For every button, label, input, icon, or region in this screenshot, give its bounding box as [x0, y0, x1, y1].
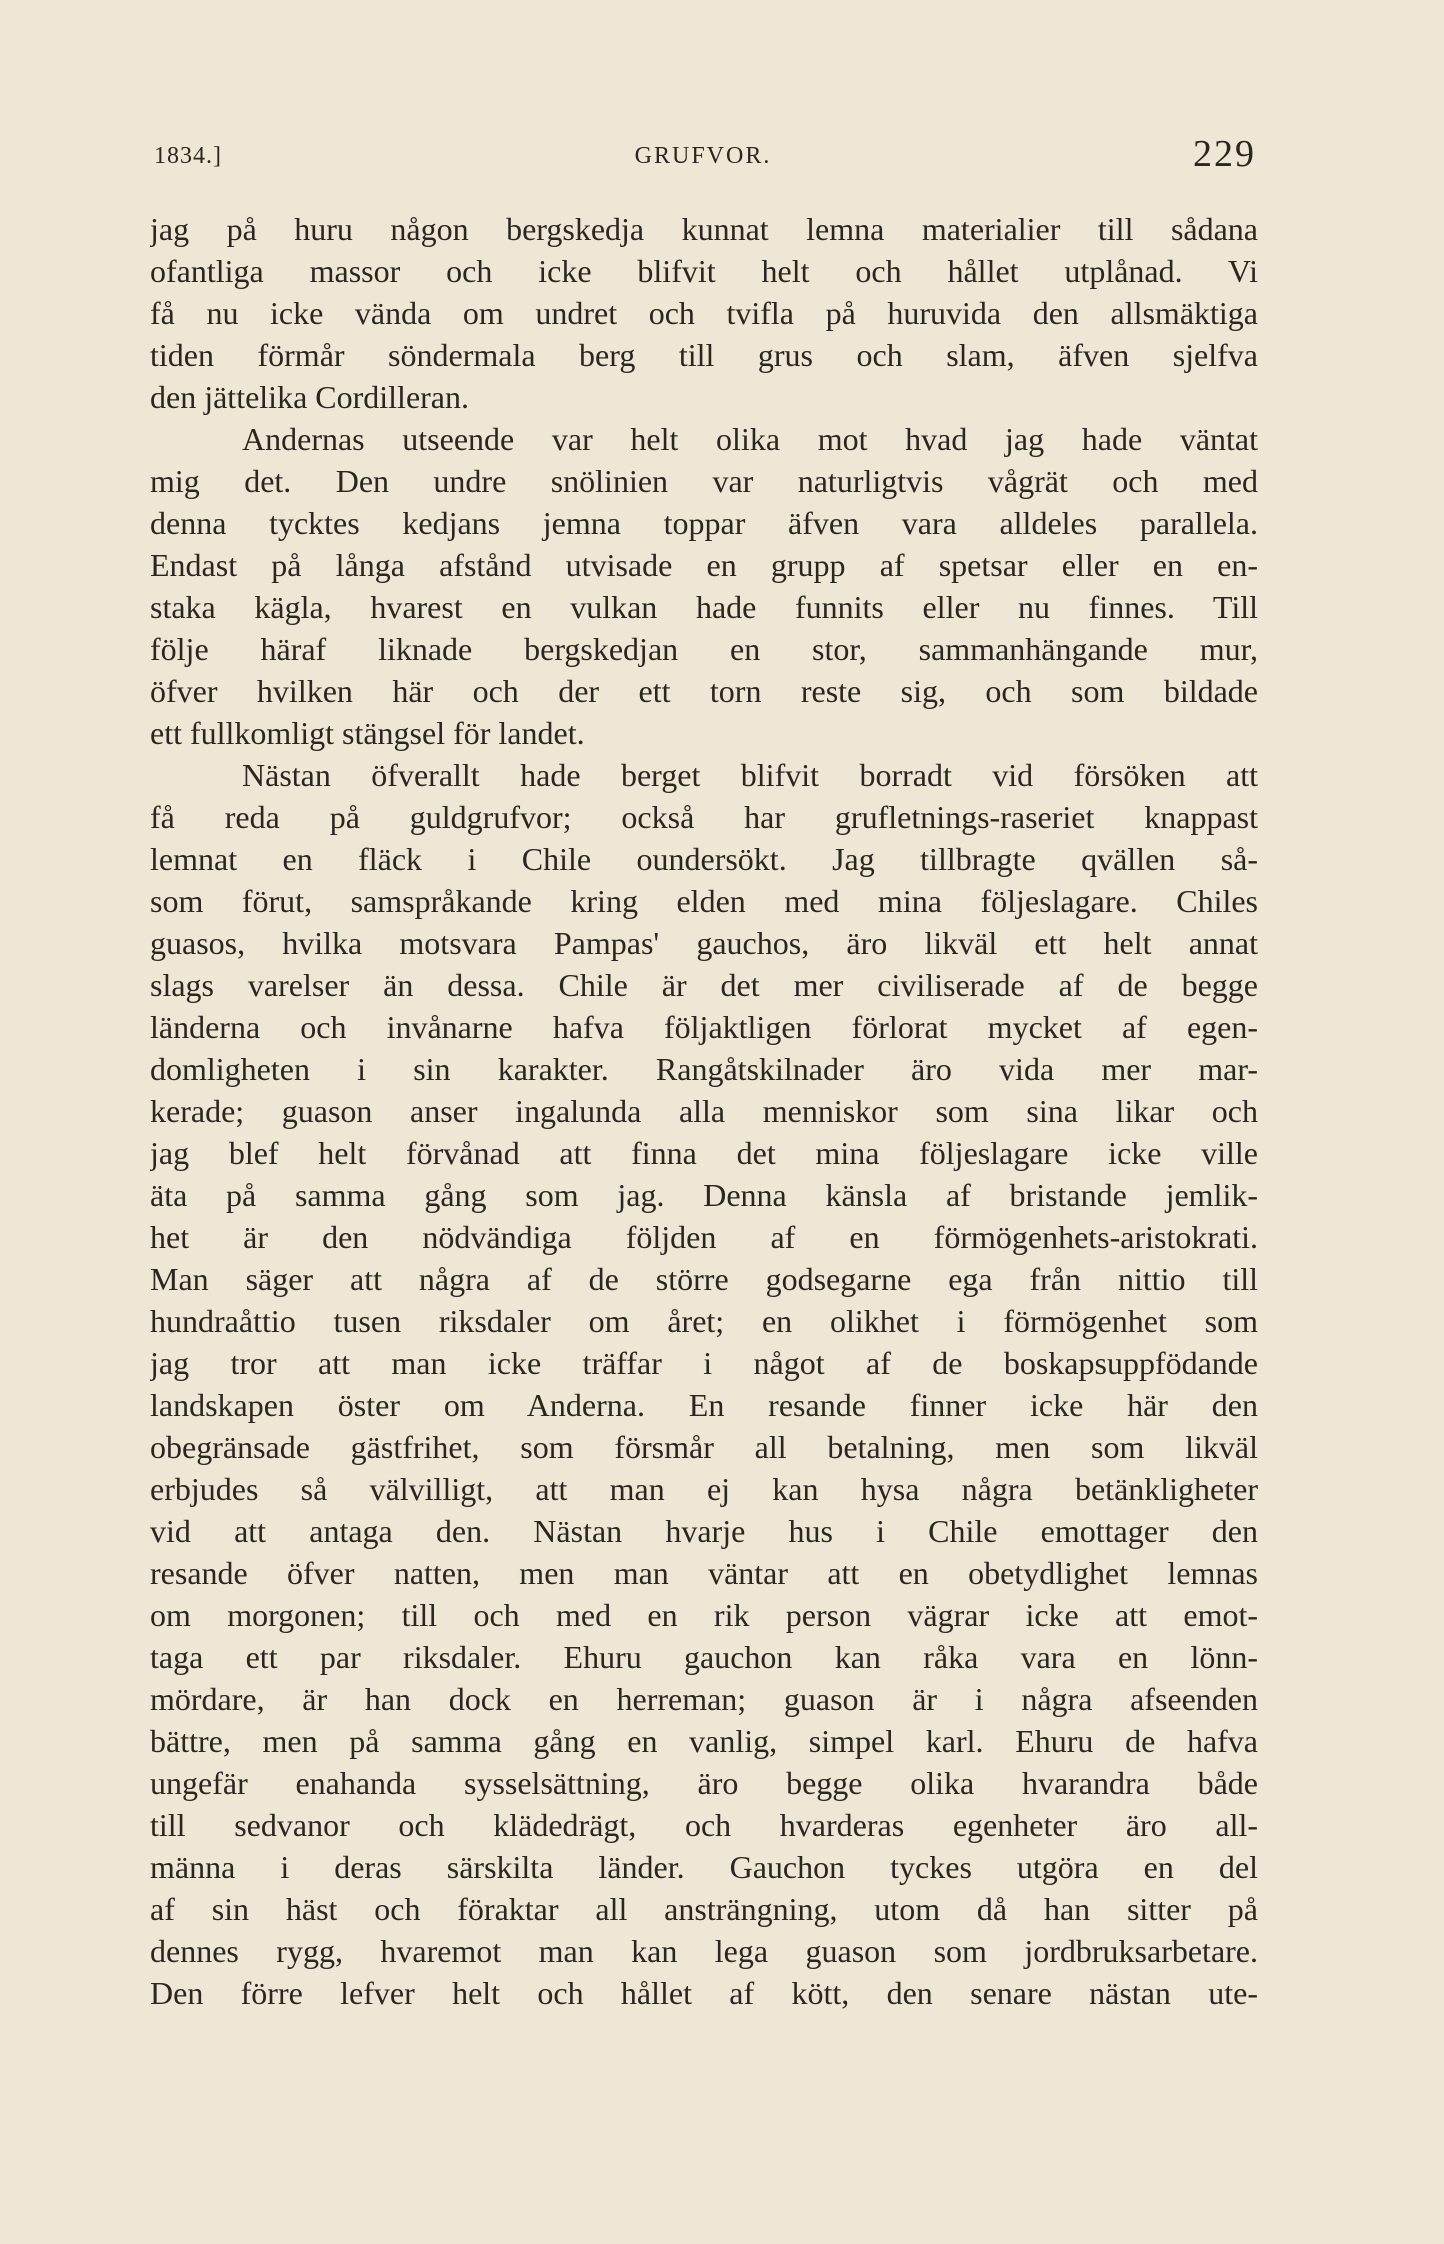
text-line: tiden förmår söndermala berg till grus och slam, äfven sjelfva — [150, 337, 1258, 373]
running-header — [150, 126, 1256, 176]
text-line: länderna och invånarne hafva följaktligen förlorat mycket af egen- — [150, 1009, 1258, 1045]
text-line: ett fullkomligt stängsel för landet. — [150, 715, 585, 751]
text-line: staka kägla, hvarest en vulkan hade funnits eller nu finnes. Till — [150, 589, 1258, 625]
text-line: obegränsade gästfrihet, som försmår all betalning, men som likväl — [150, 1429, 1258, 1465]
text-line: få nu icke vända om undret och tvifla på huruvida den allsmäktiga — [150, 295, 1258, 331]
header-year: 1834.] — [154, 143, 222, 169]
text-line: domligheten i sin karakter. Rangåtskilnader äro vida mer mar- — [150, 1051, 1258, 1087]
text-line: taga ett par riksdaler. Ehuru gauchon kan råka vara en lönn- — [150, 1639, 1258, 1675]
header-title: GRUFVOR. — [634, 143, 772, 169]
text-line: mig det. Den undre snölinien var naturligtvis vågrät och med — [150, 463, 1258, 499]
text-line: landskapen öster om Anderna. En resande finner icke här den — [150, 1387, 1258, 1423]
text-line: om morgonen; till och med en rik person vägrar icke att emot- — [150, 1597, 1258, 1633]
text-line: den jättelika Cordilleran. — [150, 379, 469, 415]
text-line: Den förre lefver helt och hållet af kött, den senare nästan ute- — [150, 1975, 1258, 2011]
text-line: följe häraf liknade bergskedjan en stor, sammanhängande mur, — [150, 631, 1258, 667]
text-line: männa i deras särskilta länder. Gauchon tyckes utgöra en del — [150, 1849, 1258, 1885]
text-line: Andernas utseende var helt olika mot hvad jag hade väntat — [242, 421, 1258, 457]
text-line: få reda på guldgrufvor; också har grufletnings-raseriet knappast — [150, 799, 1258, 835]
text-line: Nästan öfverallt hade berget blifvit borradt vid försöken att — [242, 757, 1258, 793]
text-line: kerade; guason anser ingalunda alla menniskor som sina likar och — [150, 1093, 1258, 1129]
text-line: öfver hvilken här och der ett torn reste sig, och som bildade — [150, 673, 1258, 709]
text-line: ofantliga massor och icke blifvit helt och hållet utplånad. Vi — [150, 253, 1258, 289]
text-line: slags varelser än dessa. Chile är det mer civiliserade af de begge — [150, 967, 1258, 1003]
text-line: Man säger att några af de större godsegarne ega från nittio till — [150, 1261, 1258, 1297]
text-line: till sedvanor och klädedrägt, och hvarderas egenheter äro all- — [150, 1807, 1258, 1843]
text-line: af sin häst och föraktar all ansträngning, utom då han sitter på — [150, 1891, 1258, 1927]
text-line: hundraåttio tusen riksdaler om året; en olikhet i förmögenhet som — [150, 1303, 1258, 1339]
text-line: ungefär enahanda sysselsättning, äro begge olika hvarandra både — [150, 1765, 1258, 1801]
text-line: som förut, samspråkande kring elden med mina följeslagare. Chiles — [150, 883, 1258, 919]
text-line: jag blef helt förvånad att finna det mina följeslagare icke ville — [150, 1135, 1258, 1171]
text-line: lemnat en fläck i Chile oundersökt. Jag tillbragte qvällen så- — [150, 841, 1258, 877]
text-line: guasos, hvilka motsvara Pampas' gauchos, äro likväl ett helt annat — [150, 925, 1258, 961]
text-line: het är den nödvändiga följden af en förmögenhets-aristokrati. — [150, 1219, 1258, 1255]
text-line: äta på samma gång som jag. Denna känsla af bristande jemlik- — [150, 1177, 1258, 1213]
text-line: denna tycktes kedjans jemna toppar äfven vara alldeles parallela. — [150, 505, 1258, 541]
page-number: 229 — [1193, 133, 1256, 175]
text-line: mördare, är han dock en herreman; guason är i några afseenden — [150, 1681, 1258, 1717]
text-line: jag på huru någon bergskedja kunnat lemna materialier till sådana — [150, 211, 1258, 247]
text-line: erbjudes så välvilligt, att man ej kan hysa några betänkligheter — [150, 1471, 1258, 1507]
text-line: dennes rygg, hvaremot man kan lega guason som jordbruksarbetare. — [150, 1933, 1258, 1969]
text-line: resande öfver natten, men man väntar att en obetydlighet lemnas — [150, 1555, 1258, 1591]
text-line: vid att antaga den. Nästan hvarje hus i Chile emottager den — [150, 1513, 1258, 1549]
body-text — [150, 208, 1258, 2014]
text-line: bättre, men på samma gång en vanlig, simpel karl. Ehuru de hafva — [150, 1723, 1258, 1759]
text-line: jag tror att man icke träffar i något af de boskapsuppfödande — [150, 1345, 1258, 1381]
text-line: Endast på långa afstånd utvisade en grupp af spetsar eller en en- — [150, 547, 1258, 583]
